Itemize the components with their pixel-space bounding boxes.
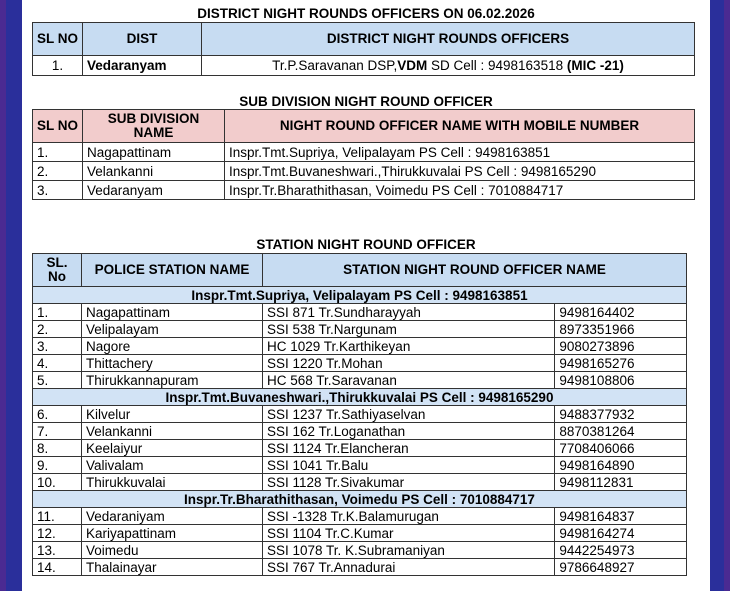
table-row: 3. Nagore HC 1029 Tr.Karthikeyan 9080273896	[33, 338, 687, 355]
subdivision-title: SUB DIVISION NIGHT ROUND OFFICER	[239, 94, 493, 109]
col-officers: DISTRICT NIGHT ROUNDS OFFICERS	[202, 23, 695, 56]
col-sl: SL NO	[33, 110, 83, 143]
group-row: Inspr.Tmt.Supriya, Velipalayam PS Cell : 9498163851	[33, 287, 687, 304]
col-station-officer: STATION NIGHT ROUND OFFICER NAME	[263, 254, 687, 287]
district-table	[32, 22, 695, 76]
table-row: 3. Vedaranyam Inspr.Tr.Bharathithasan, Voimedu PS Cell : 7010884717	[33, 181, 695, 200]
col-subdivision: SUB DIVISION NAME	[83, 110, 225, 143]
table-row: 11. Vedaraniyam SSI -1328 Tr.K.Balamurugan 9498164837	[33, 508, 687, 525]
table-row: 6. Kilvelur SSI 1237 Tr.Sathiyaselvan 9488377932	[33, 406, 687, 423]
col-sl: SL. No	[33, 254, 82, 287]
subdivision-table	[32, 109, 695, 200]
sl-cell: 1.	[33, 56, 83, 76]
table-row: 9. Valivalam SSI 1041 Tr.Balu 9498164890	[33, 457, 687, 474]
district-title: DISTRICT NIGHT ROUNDS OFFICERS ON 06.02.2026	[197, 6, 535, 21]
group-row: Inspr.Tmt.Buvaneshwari.,Thirukkuvalai PS Cell : 9498165290	[33, 389, 687, 406]
left-border	[0, 0, 6, 591]
station-title: STATION NIGHT ROUND OFFICER	[256, 237, 476, 252]
col-dist: DIST	[83, 23, 202, 56]
col-station: POLICE STATION NAME	[82, 254, 263, 287]
table-row: 5. Thirukkannapuram HC 568 Tr.Saravanan 9498108806	[33, 372, 687, 389]
station-table	[32, 253, 687, 576]
table-row: 12. Kariyapattinam SSI 1104 Tr.C.Kumar 9498164274	[33, 525, 687, 542]
table-row: 4. Thittachery SSI 1220 Tr.Mohan 9498165276	[33, 355, 687, 372]
group-row: Inspr.Tr.Bharathithasan, Voimedu PS Cell : 7010884717	[33, 491, 687, 508]
table-row: 2. Velankanni Inspr.Tmt.Buvaneshwari.,Thirukkuvalai PS Cell : 9498165290	[33, 162, 695, 181]
table-row: 10. Thirukkuvalai SSI 1128 Tr.Sivakumar 9498112831	[33, 474, 687, 491]
table-row: 14. Thalainayar SSI 767 Tr.Annadurai 9786648927	[33, 559, 687, 576]
table-row: 8. Keelaiyur SSI 1124 Tr.Elancheran 7708406066	[33, 440, 687, 457]
right-border	[724, 0, 730, 591]
col-officer-mobile: NIGHT ROUND OFFICER NAME WITH MOBILE NUMBER	[225, 110, 695, 143]
col-sl: SL NO	[33, 23, 83, 56]
table-row: 1. Nagapattinam SSI 871 Tr.Sundharayyah 9498164402	[33, 304, 687, 321]
officer-cell: Tr.P.Saravanan DSP,VDM SD Cell : 9498163518 (MIC -21)	[202, 56, 695, 76]
table-row: 2. Velipalayam SSI 538 Tr.Nargunam 8973351966	[33, 321, 687, 338]
table-row	[33, 56, 695, 76]
table-row: 7. Velankanni SSI 162 Tr.Loganathan 8870381264	[33, 423, 687, 440]
dist-cell: Vedaranyam	[83, 56, 202, 76]
table-row: 1. Nagapattinam Inspr.Tmt.Supriya, Velipalayam PS Cell : 9498163851	[33, 143, 695, 162]
table-row: 13. Voimedu SSI 1078 Tr. K.Subramaniyan 9442254973	[33, 542, 687, 559]
document-page	[22, 0, 710, 591]
